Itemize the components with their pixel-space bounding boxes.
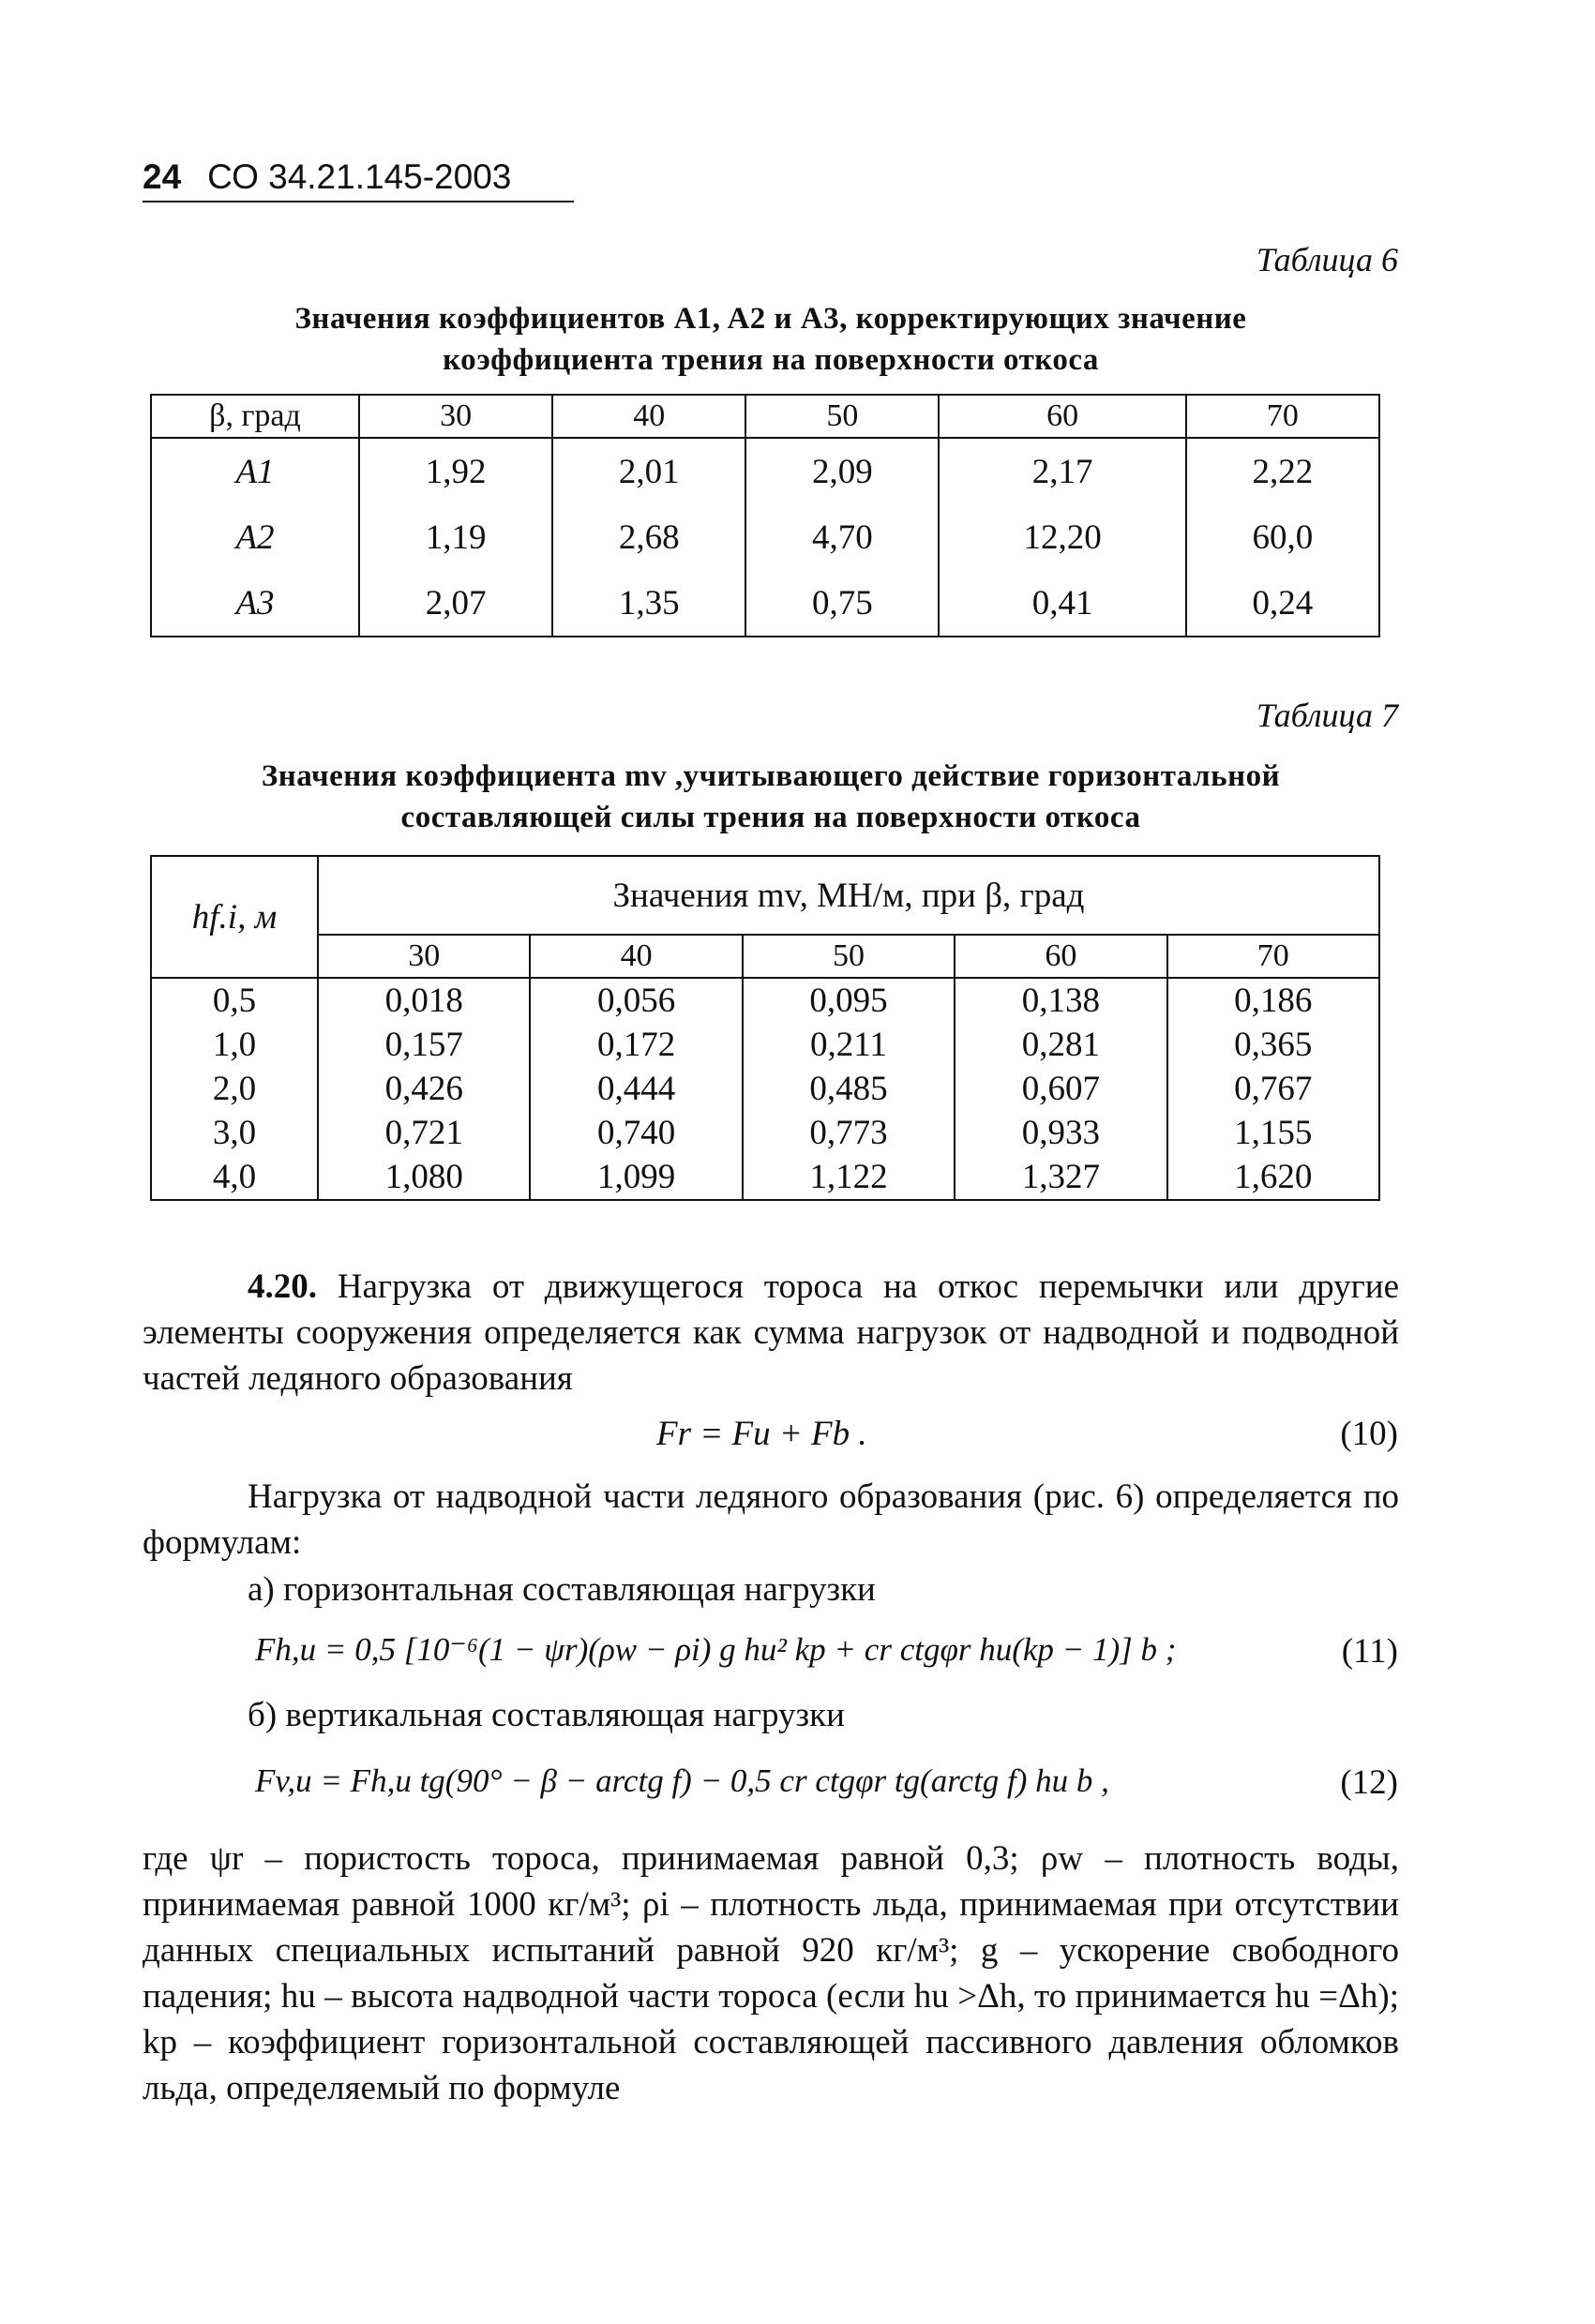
table-row — [151, 570, 1379, 637]
header-cell: 70 — [1167, 935, 1380, 978]
table-cell: 0,365 — [1167, 1023, 1380, 1067]
table-cell: 0,172 — [530, 1023, 742, 1067]
row-header-cell: hf.i, м — [151, 856, 318, 978]
table-cell: 0,41 — [939, 570, 1185, 637]
row-label: 0,5 — [151, 978, 318, 1023]
table7 — [150, 855, 1380, 1201]
table-cell: 0,485 — [743, 1067, 955, 1111]
table-cell: 1,155 — [1167, 1111, 1380, 1155]
table-cell: 0,75 — [745, 570, 939, 637]
row-label: A1 — [151, 438, 359, 504]
table-cell: 1,122 — [743, 1155, 955, 1200]
group-header-cell: Значения mv, МН/м, при β, град — [318, 856, 1379, 935]
table6-label: Таблица 6 — [1256, 241, 1398, 278]
table7-label: Таблица 7 — [1256, 697, 1398, 734]
header-cell: 50 — [743, 935, 955, 978]
table7-caption — [143, 756, 1399, 838]
table-cell: 2,09 — [745, 438, 939, 504]
table-cell: 0,095 — [743, 978, 955, 1023]
row-label: 4,0 — [151, 1155, 318, 1200]
equation-12-number: (12) — [1340, 1763, 1398, 1802]
table-row — [151, 438, 1379, 504]
paragraph-2: Нагрузка от надводной части ледяного образования (рис. 6) определяется по формулам: — [143, 1477, 1399, 1562]
table-cell: 1,35 — [552, 570, 745, 637]
table6-caption-line1: Значения коэффициентов A1, A2 и A3, корректирующих значение — [294, 302, 1247, 336]
table7-caption-line2: составляющей силы трения на поверхности откоса — [400, 801, 1141, 834]
table-row — [151, 978, 1379, 1023]
table-cell: 1,620 — [1167, 1155, 1380, 1200]
row-label: A3 — [151, 570, 359, 637]
header-cell: β, град — [151, 395, 359, 438]
table-cell: 12,20 — [939, 504, 1185, 570]
equation-11: Fh,u = 0,5 [10⁻⁶(1 − ψr)(ρw − ρi) g hu² kp + cr ctgφr hu(kp − 1)] b ; — [255, 1631, 1177, 1668]
table-cell: 2,01 — [552, 438, 745, 504]
table-cell: 1,92 — [359, 438, 552, 504]
header-cell: 40 — [552, 395, 745, 438]
table-row — [151, 1111, 1379, 1155]
table-cell: 0,186 — [1167, 978, 1380, 1023]
table-cell: 1,19 — [359, 504, 552, 570]
section-paragraph — [143, 1264, 1399, 1402]
table-cell: 0,056 — [530, 978, 742, 1023]
header-cell: 40 — [530, 935, 742, 978]
row-label: A2 — [151, 504, 359, 570]
header-cell: 30 — [318, 935, 530, 978]
table-cell: 0,740 — [530, 1111, 742, 1155]
table-cell: 2,22 — [1186, 438, 1379, 504]
table-cell: 2,07 — [359, 570, 552, 637]
page-number: 24 — [143, 157, 182, 196]
table-cell: 1,327 — [955, 1155, 1166, 1200]
item-b: б) вертикальная составляющая нагрузки — [248, 1696, 845, 1734]
item-a: а) горизонтальная составляющая нагрузки — [248, 1570, 876, 1609]
table-row — [151, 1023, 1379, 1067]
header-cell: 60 — [939, 395, 1185, 438]
table-row — [151, 1155, 1379, 1200]
section-number: 4.20. — [248, 1267, 317, 1306]
table-header-row — [151, 395, 1379, 438]
equation-11-number: (11) — [1341, 1632, 1398, 1671]
table-cell: 0,138 — [955, 978, 1166, 1023]
row-label: 3,0 — [151, 1111, 318, 1155]
table6-caption — [143, 298, 1399, 381]
table-cell: 4,70 — [745, 504, 939, 570]
table-cell: 2,17 — [939, 438, 1185, 504]
equation-10-number: (10) — [1340, 1415, 1398, 1453]
table-cell: 0,773 — [743, 1111, 955, 1155]
table-header-row — [151, 856, 1379, 935]
table-cell: 0,157 — [318, 1023, 530, 1067]
section-text: Нагрузка от движущегося тороса на откос перемычки или другие элементы сооружения определяется как сумма нагрузок от надводной и подводной частей ледяного образования — [143, 1267, 1399, 1398]
row-label: 1,0 — [151, 1023, 318, 1067]
table-cell: 0,426 — [318, 1067, 530, 1111]
table-cell: 0,281 — [955, 1023, 1166, 1067]
table-cell: 0,933 — [955, 1111, 1166, 1155]
table-row — [151, 1067, 1379, 1111]
table-subheader-row — [151, 935, 1379, 978]
table-cell: 0,607 — [955, 1067, 1166, 1111]
equation-10: Fr = Fu + Fb . — [656, 1415, 867, 1453]
page-header — [143, 157, 574, 202]
row-label: 2,0 — [151, 1067, 318, 1111]
header-cell: 50 — [745, 395, 939, 438]
table-cell: 0,444 — [530, 1067, 742, 1111]
header-cell: 60 — [955, 935, 1166, 978]
table6-caption-line2: коэффициента трения на поверхности откоса — [443, 343, 1099, 377]
table6 — [150, 394, 1380, 637]
table7-caption-line1: Значения коэффициента mv ,учитывающего действие горизонтальной — [261, 759, 1281, 793]
document-code: СО 34.21.145-2003 — [207, 157, 512, 196]
table-cell: 1,099 — [530, 1155, 742, 1200]
table-cell: 1,080 — [318, 1155, 530, 1200]
table-cell: 0,018 — [318, 978, 530, 1023]
table-cell: 0,721 — [318, 1111, 530, 1155]
where-paragraph: где ψr – пористость тороса, принимаемая равной 0,3; ρw – плотность воды, принимаемая равной 1000 кг/м³; ρi – плотность льда, принимаемая при отсутствии данных специальных испытаний равной 920 кг/м³; g – ускорение свободного падения; hu – высота надводной части тороса (если hu >Δh, то принимается hu =Δh); kp – коэффициент горизонтальной составляющей пассивного давления обломков льда, определяемый по формуле — [143, 1839, 1399, 2107]
table-cell: 0,211 — [743, 1023, 955, 1067]
table-cell: 60,0 — [1186, 504, 1379, 570]
table-cell: 0,24 — [1186, 570, 1379, 637]
table-row — [151, 504, 1379, 570]
table-cell: 0,767 — [1167, 1067, 1380, 1111]
header-cell: 70 — [1186, 395, 1379, 438]
equation-12: Fv,u = Fh,u tg(90° − β − arctg f) − 0,5 cr ctgφr tg(arctg f) hu b , — [255, 1762, 1109, 1799]
header-cell: 30 — [359, 395, 552, 438]
table-cell: 2,68 — [552, 504, 745, 570]
